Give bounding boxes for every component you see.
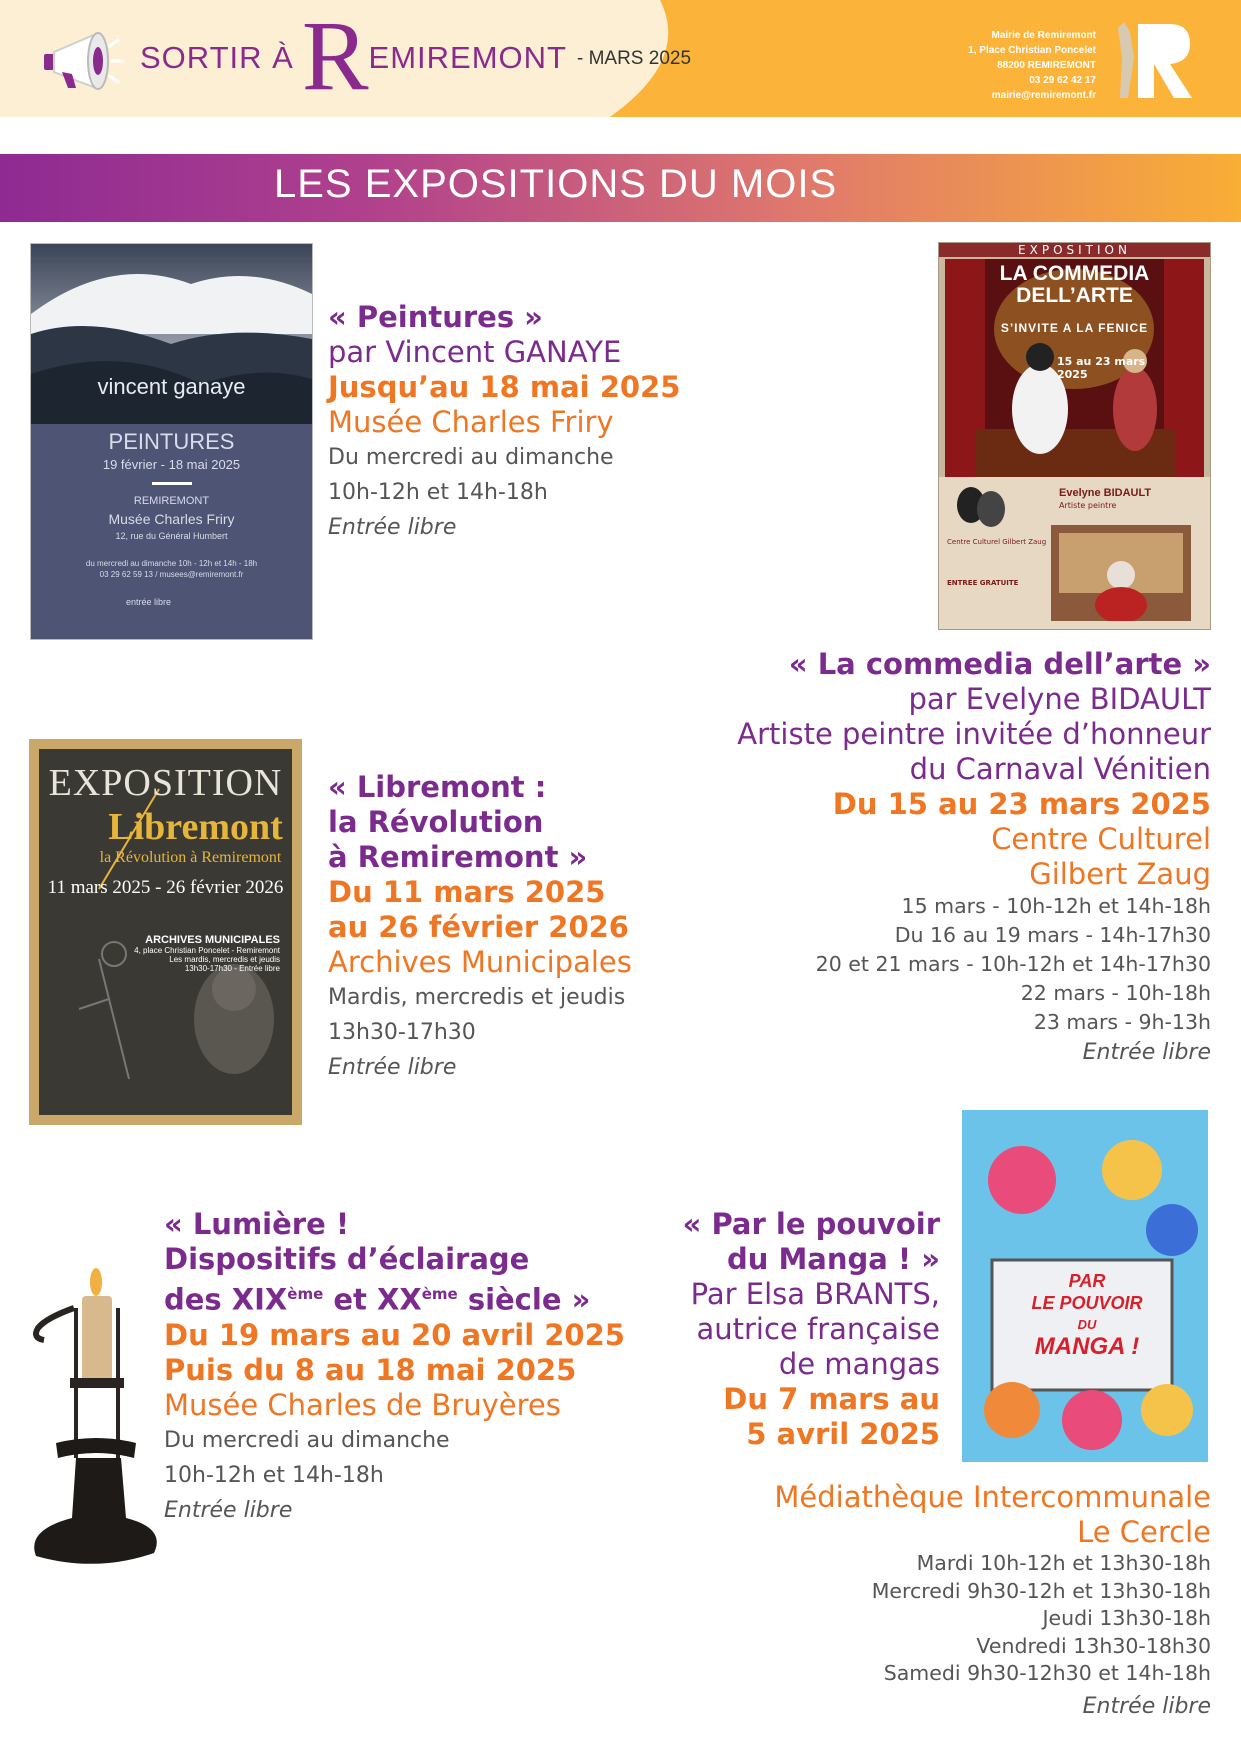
poster-line: LE POUVOIR xyxy=(1031,1293,1143,1313)
expo-schedule-line: Jeudi 13h30-18h xyxy=(1042,1606,1211,1630)
expo-dates: Du 11 mars 2025 xyxy=(328,875,606,909)
expo-hours: 10h-12h et 14h-18h xyxy=(164,1462,384,1488)
remiremont-logo-icon xyxy=(1110,18,1198,102)
poster-commedia xyxy=(938,242,1211,630)
brand-title xyxy=(140,0,692,111)
expo-description: de mangas xyxy=(778,1347,940,1381)
expo-dates: Du 7 mars au xyxy=(723,1382,940,1416)
poster-divider xyxy=(152,482,192,485)
expo-entry: Entrée libre xyxy=(1082,1693,1211,1719)
expo-entry: Entrée libre xyxy=(1082,1040,1211,1065)
expo-artist: par Vincent GANAYE xyxy=(328,335,622,369)
poster-title: Libremont xyxy=(108,806,283,848)
mairie-line: 88200 REMIREMONT xyxy=(997,60,1096,71)
mairie-line: 03 29 62 42 17 xyxy=(1029,75,1096,86)
title-part: siècle » xyxy=(457,1282,591,1317)
expo-title-centuries xyxy=(164,1277,625,1318)
expo-venue: Musée Charles de Bruyères xyxy=(164,1387,561,1422)
expo-title: « La commedia dell’arte » xyxy=(788,647,1211,681)
expo-venue: Centre Culturel xyxy=(991,822,1211,856)
poster-peintures xyxy=(30,243,313,640)
brand-rest: EMIREMONT xyxy=(368,40,567,75)
expo-venue: Archives Municipales xyxy=(328,945,632,979)
expo-schedule-line: Mercredi 9h30-12h et 13h30-18h xyxy=(871,1578,1211,1603)
expo-entry: Entrée libre xyxy=(164,1497,293,1523)
poster-top: EXPOSITION xyxy=(48,762,283,804)
poster-hours: du mercredi au dimanche 10h - 12h et 14h - 18h xyxy=(85,559,258,568)
expo-entry: Entrée libre xyxy=(328,1055,457,1080)
poster-dates: 15 au 23 mars 2025 xyxy=(1057,355,1146,381)
expo-days: Mardis, mercredis et jeudis xyxy=(328,985,626,1010)
expo-title: à Remiremont » xyxy=(328,840,588,874)
expo-hours: 10h-12h et 14h-18h xyxy=(328,480,548,505)
carnival-photo-image xyxy=(1051,525,1191,621)
megaphone-icon xyxy=(38,28,124,94)
expo-artist: Par Elsa BRANTS, xyxy=(690,1277,940,1311)
poster-line: MANGA ! xyxy=(1034,1333,1140,1360)
poster-contact: 03 29 62 59 13 / musees@remiremont.fr xyxy=(99,570,244,579)
expo-venue: Le Cercle xyxy=(1077,1515,1211,1549)
expo-schedule-line: 22 mars - 10h-18h xyxy=(1020,981,1211,1005)
poster-libremont xyxy=(29,739,302,1125)
poster-line: DU xyxy=(1077,1317,1097,1332)
poster-dates: 19 février - 18 mai 2025 xyxy=(102,457,241,472)
expo-title: « Libremont : xyxy=(328,770,547,804)
expo-days: Du mercredi au dimanche xyxy=(164,1427,450,1453)
expo-description: du Carnaval Vénitien xyxy=(909,752,1211,786)
mairie-contact xyxy=(968,28,1096,103)
poster-artist: Evelyne BIDAULT xyxy=(1059,487,1152,499)
expo-schedule-line: 15 mars - 10h-12h et 14h-18h xyxy=(901,894,1211,918)
expo-description: autrice française xyxy=(696,1312,940,1346)
expo-lumiere-text xyxy=(164,1207,625,1528)
mairie-line: Mairie de Remiremont xyxy=(991,30,1096,41)
poster-top: EXPOSITION xyxy=(939,243,1210,257)
poster-dates: 11 mars 2025 - 26 février 2026 xyxy=(47,877,284,898)
expo-title: « Peintures » xyxy=(328,300,543,334)
expo-schedule-line: Mardi 10h-12h et 13h30-18h xyxy=(916,1551,1211,1575)
poster-title: PEINTURES xyxy=(108,429,235,454)
expo-title: la Révolution xyxy=(328,805,544,839)
expo-venue: Gilbert Zaug xyxy=(1029,857,1211,891)
expo-title: du Manga ! » xyxy=(726,1242,940,1276)
expo-commedia-text xyxy=(651,647,1211,1068)
expo-dates: Puis du 8 au 18 mai 2025 xyxy=(164,1352,577,1387)
expo-venue: Musée Charles Friry xyxy=(328,405,614,439)
poster-manga xyxy=(962,1110,1208,1462)
poster-org: ARCHIVES MUNICIPALES xyxy=(145,934,280,946)
theatre-masks-icon xyxy=(951,483,1011,531)
expo-title: « Lumière ! xyxy=(164,1207,350,1241)
poster-venue: Musée Charles Friry xyxy=(108,511,235,527)
expo-manga-venue xyxy=(611,1480,1211,1726)
poster-days: Les mardis, mercredis et jeudis xyxy=(169,955,280,964)
expo-dates: Du 19 mars au 20 avril 2025 xyxy=(164,1317,625,1352)
title-part: et XX xyxy=(323,1282,422,1317)
expo-schedule-line: 20 et 21 mars - 10h-12h et 14h-17h30 xyxy=(815,952,1211,976)
expo-libremont-text xyxy=(328,770,632,1085)
section-title: LES EXPOSITIONS DU MOIS xyxy=(274,162,838,206)
poster-free: ENTREE GRATUITE xyxy=(947,579,1019,587)
candle-holder-image xyxy=(26,1268,176,1573)
poster-address: 4, place Christian Poncelet - Remiremont xyxy=(134,946,280,955)
expo-description: Artiste peintre invitée d’honneur xyxy=(737,717,1211,751)
poster-city: REMIREMONT xyxy=(133,495,210,507)
poster-title-2: DELL’ARTE xyxy=(1016,284,1133,307)
poster-subtitle: S’INVITE A LA FENICE xyxy=(1000,321,1149,335)
superscript: ème xyxy=(287,1285,324,1303)
poster-role: Artiste peintre xyxy=(1059,501,1117,510)
expo-title: Dispositifs d’éclairage xyxy=(164,1242,530,1276)
expo-title: « Par le pouvoir xyxy=(682,1207,940,1241)
expo-venue: Médiathèque Intercommunale xyxy=(774,1480,1211,1514)
brand-prefix: SORTIR À xyxy=(140,40,294,75)
poster-venue: Centre Culturel Gilbert Zaug xyxy=(947,538,1047,546)
expo-artist: par Evelyne BIDAULT xyxy=(908,682,1211,716)
poster-title-1: LA COMMEDIA xyxy=(999,262,1150,285)
expo-dates: au 26 février 2026 xyxy=(328,910,629,944)
brand-month: - MARS 2025 xyxy=(576,48,692,69)
poster-entry: entrée libre xyxy=(126,597,172,607)
expo-schedule-line: Du 16 au 19 mars - 14h-17h30 xyxy=(894,923,1211,947)
expo-manga-text xyxy=(600,1207,940,1452)
poster-artist: vincent ganaye xyxy=(97,374,246,399)
expo-schedule-line: 23 mars - 9h-13h xyxy=(1033,1010,1211,1034)
expo-schedule-line: Samedi 9h30-12h30 et 14h-18h xyxy=(883,1661,1211,1685)
poster-hours: 13h30-17h30 - Entrée libre xyxy=(184,964,280,973)
superscript: ème xyxy=(421,1285,458,1303)
expo-schedule-line: Vendredi 13h30-18h30 xyxy=(976,1633,1211,1658)
poster-line: PAR xyxy=(1068,1271,1106,1291)
expo-dates: 5 avril 2025 xyxy=(746,1417,940,1451)
expo-days: Du mercredi au dimanche xyxy=(328,445,614,470)
title-part: des XIX xyxy=(164,1282,288,1317)
expo-hours: 13h30-17h30 xyxy=(328,1020,476,1045)
expo-peintures-text xyxy=(328,300,680,545)
mairie-line: 1, Place Christian Poncelet xyxy=(968,45,1096,56)
expo-dates: Jusqu’au 18 mai 2025 xyxy=(328,370,681,404)
poster-address: 12, rue du Général Humbert xyxy=(115,531,228,541)
brand-initial: R xyxy=(301,0,369,111)
mairie-line: mairie@remiremont.fr xyxy=(991,90,1096,101)
poster-subtitle: la Révolution à Remiremont xyxy=(99,849,282,866)
expo-entry: Entrée libre xyxy=(328,515,457,540)
expo-dates: Du 15 au 23 mars 2025 xyxy=(832,787,1211,821)
